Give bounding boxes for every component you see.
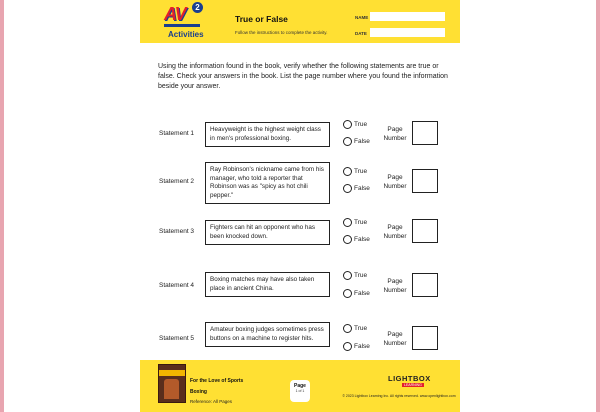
statement-text: Ray Robinson's nickname came from his manager, who told a reporter that Robinson was as "spicy as hot chili pepper."	[205, 162, 330, 204]
false-option[interactable]	[343, 137, 370, 146]
statement-row-1	[140, 118, 460, 168]
book-cover-figure	[164, 379, 179, 399]
true-label: True	[354, 325, 368, 332]
radio-circle-icon[interactable]	[343, 289, 352, 298]
statement-text: Amateur boxing judges sometimes press buttons on a machine to register hits.	[205, 322, 330, 347]
true-option[interactable]	[343, 324, 367, 333]
radio-circle-icon[interactable]	[343, 167, 352, 176]
radio-circle-icon[interactable]	[343, 235, 352, 244]
true-option[interactable]	[343, 271, 367, 280]
left-edge-rail	[0, 0, 4, 412]
page-subtitle: Follow the instructions to complete the activity.	[235, 30, 328, 35]
page-title: True or False	[235, 14, 288, 24]
true-option[interactable]	[343, 120, 367, 129]
lightbox-tag: LEARNING	[404, 383, 422, 387]
date-field[interactable]	[370, 28, 445, 37]
false-option[interactable]	[343, 235, 370, 244]
statement-text: Boxing matches may have also taken place in ancient China.	[205, 272, 330, 297]
radio-circle-icon[interactable]	[343, 137, 352, 146]
worksheet-header	[140, 0, 460, 43]
true-option[interactable]	[343, 218, 367, 227]
page-number-label: Page Number	[383, 224, 407, 240]
true-label: True	[354, 121, 368, 128]
av2-logo-superscript: 2	[192, 2, 203, 13]
lightbox-logo: LIGHTBOX	[388, 374, 431, 383]
false-label: False	[354, 343, 370, 350]
radio-circle-icon[interactable]	[343, 324, 352, 333]
false-label: False	[354, 185, 370, 192]
av2-logo-strip	[164, 24, 200, 27]
copyright-text: © 2023 Lightbox Learning Inc. All rights reserved. www.openlightbox.com	[342, 394, 456, 398]
book-cover-band	[159, 370, 185, 376]
statement-label: Statement 3	[159, 228, 195, 235]
radio-circle-icon[interactable]	[343, 120, 352, 129]
instructions-text: Using the information found in the book, verify whether the following statements are true or false. Check your answers in the book. List the page number where you found the information beside your answer.	[158, 63, 448, 90]
statement-text: Heavyweight is the highest weight class in men's professional boxing.	[205, 122, 330, 147]
statement-text: Fighters can hit an opponent who has been knocked down.	[205, 220, 330, 245]
av2-logo-text: AV	[164, 4, 186, 24]
statement-label: Statement 5	[159, 335, 195, 342]
right-edge-rail	[596, 0, 600, 412]
statement-row-2	[140, 162, 460, 212]
radio-circle-icon[interactable]	[343, 218, 352, 227]
radio-circle-icon[interactable]	[343, 184, 352, 193]
statement-label: Statement 2	[159, 178, 195, 185]
name-label: NAME	[355, 15, 369, 20]
book-title: For the Love of Sports	[190, 378, 244, 384]
page-indicator	[290, 380, 310, 402]
true-label: True	[354, 168, 368, 175]
false-label: False	[354, 236, 370, 243]
false-option[interactable]	[343, 184, 370, 193]
page-number-box[interactable]	[412, 219, 438, 243]
page-of-label: 1 of 1	[295, 389, 305, 393]
page-number-label: Page Number	[383, 331, 407, 347]
page-number-box[interactable]	[412, 121, 438, 145]
page-number-label: Page Number	[383, 126, 407, 142]
page-number-box[interactable]	[412, 273, 438, 297]
book-subtitle: Boxing	[190, 389, 207, 395]
name-field[interactable]	[370, 12, 445, 21]
book-cover-image	[158, 364, 186, 403]
date-label: DATE	[355, 31, 367, 36]
statement-label: Statement 4	[159, 282, 195, 289]
page-number-label: Page Number	[383, 174, 407, 190]
page-label: Page	[294, 383, 306, 389]
statement-row-4	[140, 270, 460, 320]
true-option[interactable]	[343, 167, 367, 176]
worksheet-footer	[140, 360, 460, 412]
page-number-box[interactable]	[412, 326, 438, 350]
false-option[interactable]	[343, 342, 370, 351]
statement-row-3	[140, 216, 460, 266]
false-label: False	[354, 138, 370, 145]
true-label: True	[354, 219, 368, 226]
false-label: False	[354, 290, 370, 297]
statement-label: Statement 1	[159, 130, 195, 137]
av2-logo	[164, 5, 200, 25]
reference-text: Reference: All Pages	[190, 399, 233, 404]
activities-label: Activities	[168, 30, 204, 39]
radio-circle-icon[interactable]	[343, 342, 352, 351]
false-option[interactable]	[343, 289, 370, 298]
true-label: True	[354, 272, 368, 279]
page-number-box[interactable]	[412, 169, 438, 193]
worksheet-page	[140, 0, 460, 412]
page-number-label: Page Number	[383, 278, 407, 294]
radio-circle-icon[interactable]	[343, 271, 352, 280]
